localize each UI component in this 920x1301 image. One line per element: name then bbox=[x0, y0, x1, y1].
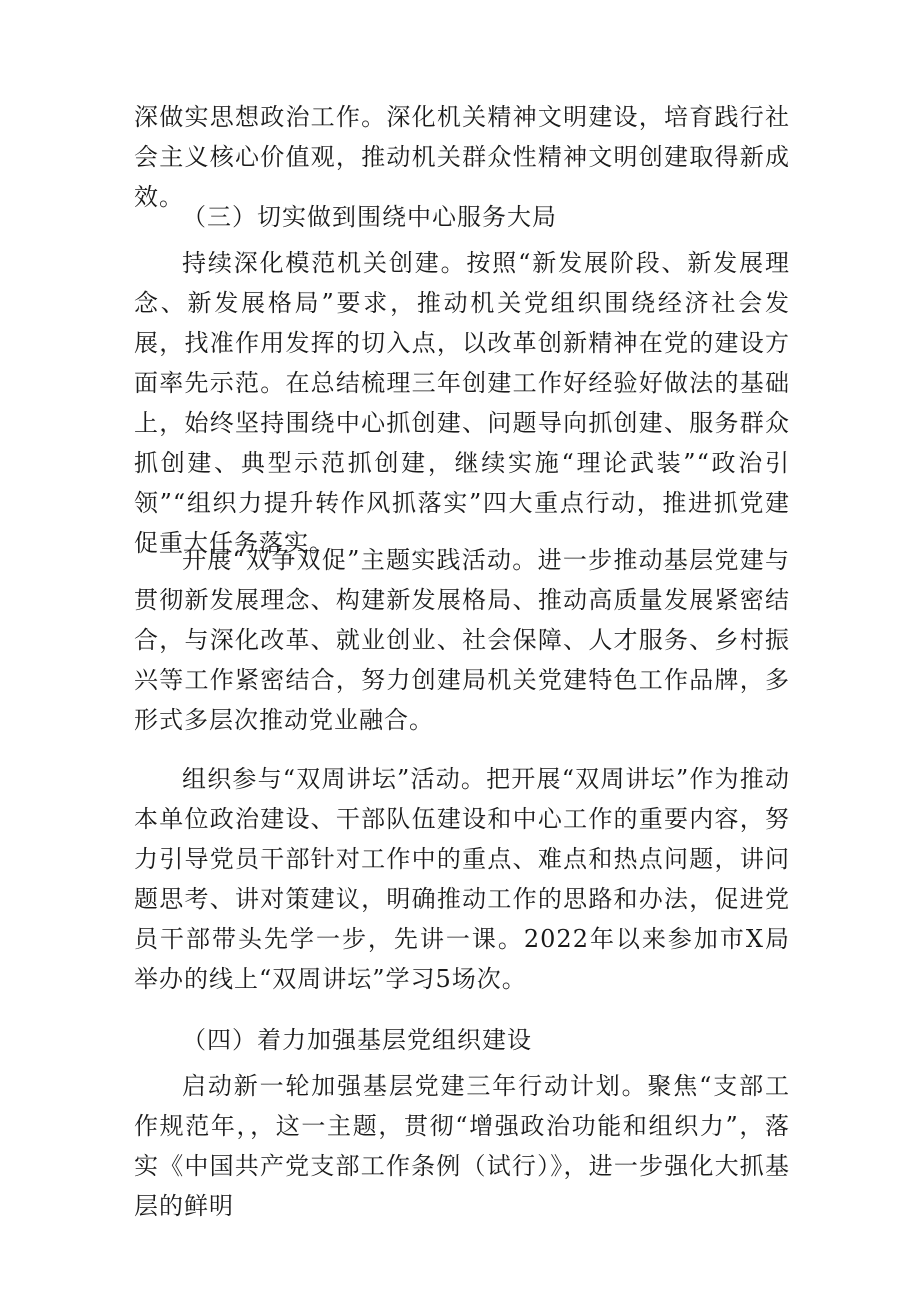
section-4-heading: （四）着力加强基层党组织建设 bbox=[182, 1026, 532, 1054]
section-3-heading: （三）切实做到围绕中心服务大局 bbox=[182, 203, 557, 231]
paragraph-shuangzheng-shuangcu: 开展“双争双促”主题实践活动。进一步推动基层党建与贯彻新发展理念、构建新发展格局、推动高质量发展紧密结合，与深化改革、就业创业、社会保障、人才服务、乡村振兴等工作紧密结合，努力创建局机关党建特色工作品牌，多形式多层次推动党业融合。 bbox=[134, 546, 790, 734]
paragraph-grassroots-plan: 启动新一轮加强基层党建三年行动计划。聚焦“支部工作规范年，，这一主题，贯彻“增强政治功能和组织力”，落实《中国共产党支部工作条例（试行）》，进一步强化大抓基层的鲜明 bbox=[134, 1072, 790, 1220]
paragraph-biweekly-forum: 组织参与“双周讲坛”活动。把开展“双周讲坛”作为推动本单位政治建设、干部队伍建设和中心工作的重要内容，努力引导党员干部针对工作中的重点、难点和热点问题，讲问题思考、讲对策建议，明确推动工作的思路和办法，促进党员干部带头先学一步，先讲一课。2022年以来参加市X局举办的线上“双周讲坛”学习5场次。 bbox=[134, 765, 790, 993]
continuation-paragraph: 深做实思想政治工作。深化机关精神文明建设，培育践行社会主义核心价值观，推动机关群众性精神文明创建取得新成效。 bbox=[134, 103, 790, 211]
paragraph-model-agency: 持续深化模范机关创建。按照“新发展阶段、新发展理念、新发展格局”要求，推动机关党组织围绕经济社会发展，找准作用发挥的切入点，以改革创新精神在党的建设方面率先示范。在总结梳理三年创建工作好经验好做法的基础上，始终坚持围绕中心抓创建、问题导向抓创建、服务群众抓创建、典型示范抓创建，继续实施“理论武装”“政治引领”“组织力提升转作风抓落实”四大重点行动，推进抓党建促重大任务落实。 bbox=[134, 249, 790, 557]
